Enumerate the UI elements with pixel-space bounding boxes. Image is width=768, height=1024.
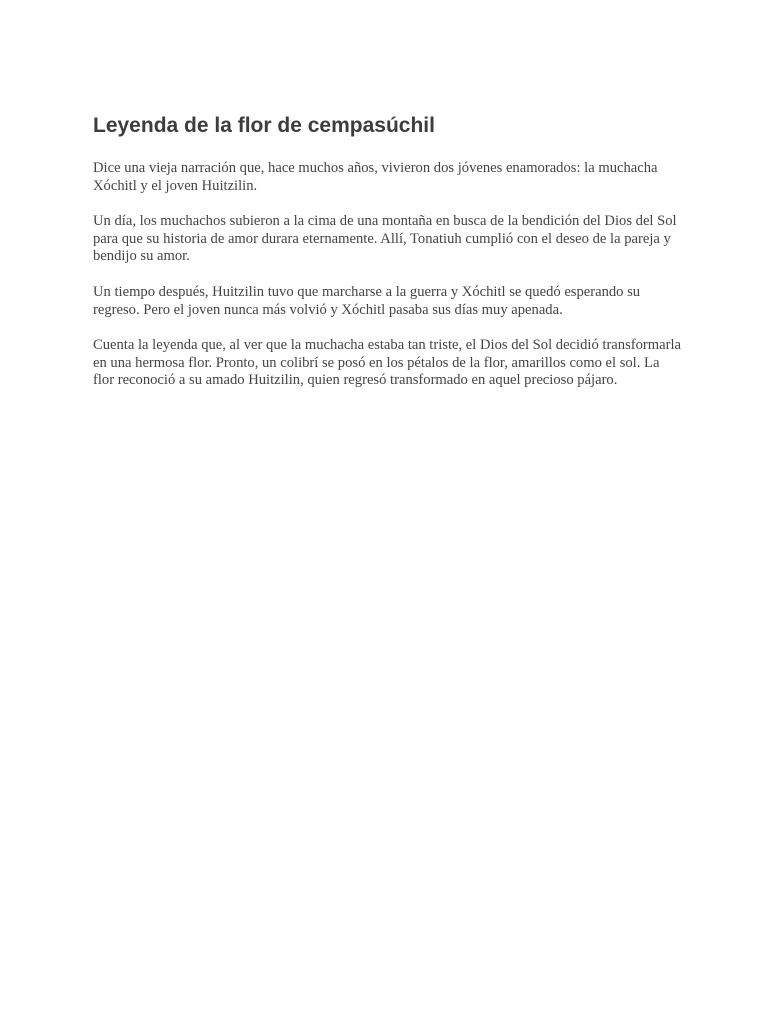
document-content [93,112,683,408]
paragraph-3: Un tiempo después, Huitzilin tuvo que marcharse a la guerra y Xóchitl se quedó esperando su regreso. Pero el joven nunca más volvió y Xóchitl pasaba sus días muy apenada. [93,283,641,318]
paragraph-4: Cuenta la leyenda que, al ver que la muchacha estaba tan triste, el Dios del Sol decidió transformarla en una hermosa flor. Pronto, un colibrí se posó en los pétalos de la flor, amarillos como el sol. La flor reconoció a su amado Huitzilin, quien regresó transformado en aquel precioso pájaro. [93,337,681,389]
paragraph-1: Dice una vieja narración que, hace muchos años, vivieron dos jóvenes enamorados: la muchacha Xóchitl y el joven Huitzilin. [93,160,658,194]
document-title: Leyenda de la flor de cempasúchil [93,114,435,137]
paragraph-2: Un día, los muchachos subieron a la cima de una montaña en busca de la bendición del Dios del Sol para que su historia de amor durara eternamente. Allí, Tonatiuh cumplió con el deseo de la pareja y bendijo su amor. [93,213,677,265]
